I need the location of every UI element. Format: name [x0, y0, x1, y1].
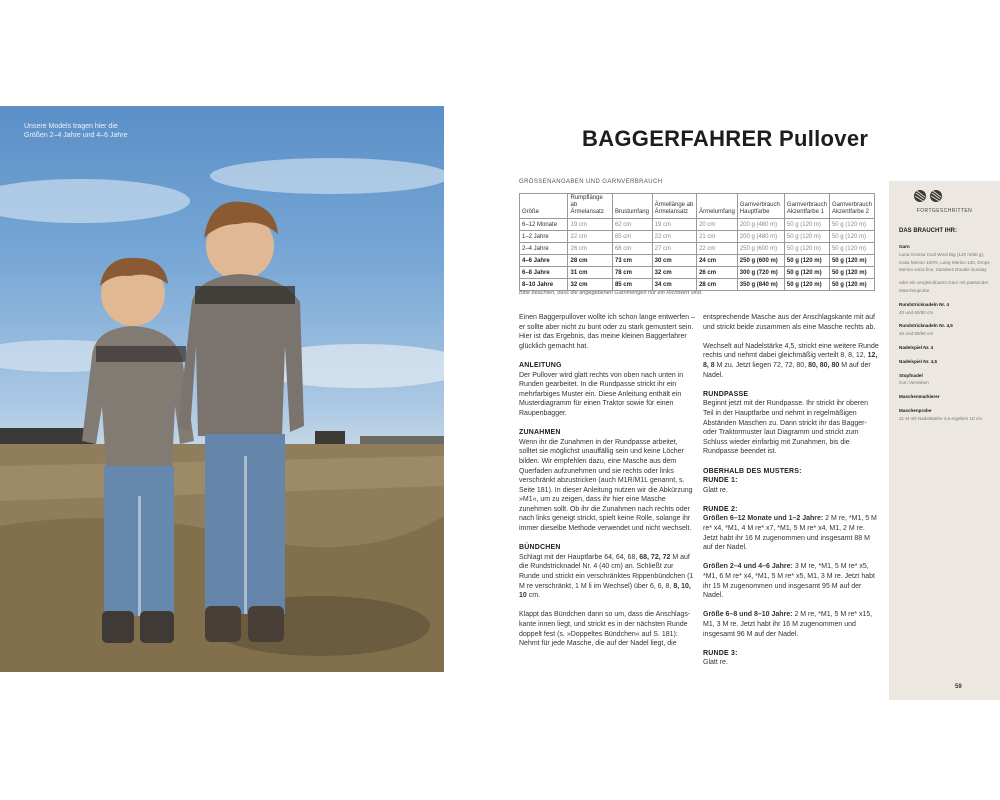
table-cell: 21 cm	[697, 231, 738, 243]
material-detail: zum Vernähen	[899, 380, 929, 386]
table-cell: 250 g (600 m)	[737, 255, 784, 267]
size-table	[519, 193, 875, 291]
material-name: Nadelspiel Nr. 4,5	[899, 358, 938, 364]
table-cell: 2–4 Jahre	[520, 243, 568, 255]
table-row	[520, 255, 875, 267]
table-cell: 200 g (480 m)	[737, 231, 784, 243]
table-cell: 1–2 Jahre	[520, 231, 568, 243]
photo-two-children-in-field	[0, 106, 444, 672]
yarn-ball-icon	[930, 190, 942, 202]
table-cell: 50 g (120 m)	[784, 243, 829, 255]
table-cell: 50 g (120 m)	[829, 231, 874, 243]
text-column-left	[519, 313, 695, 658]
table-cell: 50 g (120 m)	[829, 255, 874, 267]
table-cell: 200 g (480 m)	[737, 219, 784, 231]
page-number: 59	[955, 684, 962, 690]
big-child-shoe-left	[205, 606, 241, 642]
table-header: Ärmellänge ab Ärmelansatz	[652, 194, 696, 219]
table-cell: 65 cm	[612, 231, 652, 243]
size-label: Größen 2–4 und 4–6 Jahre:	[703, 563, 793, 571]
table-header-row	[520, 194, 875, 219]
table-row	[520, 231, 875, 243]
table-cell: 26 cm	[568, 243, 612, 255]
text-run: M auf der Nadel.	[703, 361, 871, 379]
intro-paragraph: Einen Baggerpullover wollte ich schon lange entwerfen – er sollte aber nicht zu bunt oder zu stark gemustert sein. Hier ist das Ergebnis, das meine kleinen Baggerfahrer glücklich gemacht hat.	[519, 314, 695, 350]
bold-sizes: 68, 72, 72	[639, 553, 671, 561]
table-cell: 31 cm	[568, 267, 612, 279]
round-heading-1: RUNDE 1:	[703, 477, 738, 485]
text-run: Wechselt auf Nadelstärke 4,5, strickt eine weitere Runde rechts und nehmt dabei gleichmäßig verteilt 8, 8, 12,	[703, 342, 879, 360]
bold-sizes: 12, 8, 8	[703, 352, 878, 369]
text-run: 2 M re, *M1, 5 M re* x15, M1, 3 M re. Jetzt habt ihr 16 M zugenommen und insgesamt 96 M auf der Nadel.	[703, 611, 873, 638]
jeans-seam	[244, 456, 247, 614]
text-run: Schlagt mit der Hauptfarbe 64, 64, 68,	[519, 553, 638, 561]
table-cell: 22 cm	[652, 231, 696, 243]
table-cell: 28 cm	[568, 255, 612, 267]
text-run: 3 M re, *M1, 5 M re* x5, *M1, 6 M re* x4, *M1, 5 M re* x5, M1, 3 M re. Jetzt habt ihr 15 M zugenommen und insgesamt 95 M auf der Nadel.	[703, 563, 875, 600]
material-detail: 40 und 60/80 cm	[899, 309, 934, 315]
material-name: Nadelspiel Nr. 4	[899, 344, 934, 350]
table-header: Brustumfang	[612, 194, 652, 219]
table-cell: 6–8 Jahre	[520, 267, 568, 279]
table-cell: 300 g (720 m)	[737, 267, 784, 279]
table-cell: 50 g (120 m)	[784, 279, 829, 291]
cloud	[210, 158, 444, 194]
photo-caption: Unsere Models tragen hier die Größen 2–4 Jahre und 4–6 Jahre	[24, 123, 128, 139]
table-cell: 73 cm	[612, 255, 652, 267]
text-column-right	[703, 313, 879, 678]
material-name: Garn	[899, 244, 910, 249]
paragraph: entsprechende Masche aus der Anschlagskante mit auf und strickt beide zusammen als eine Masche rechts ab.	[703, 314, 876, 331]
cloud	[0, 179, 190, 223]
material-name: Stopfnadel	[899, 372, 923, 378]
table-cell: 50 g (120 m)	[829, 279, 874, 291]
round-2-sizes-b	[703, 562, 879, 600]
materials-sidebar	[889, 181, 1000, 700]
table-cell: 6–12 Monate	[520, 219, 568, 231]
material-name: Rundstricknadeln Nr. 4	[899, 301, 950, 307]
material-name: Maschenmarkierer	[899, 394, 940, 400]
shed	[315, 431, 345, 445]
size-section-label: GRÖSSENANGABEN UND GARNVERBRAUCH	[519, 179, 663, 185]
size-label: Größen 6–12 Monate und 1–2 Jahre:	[703, 515, 824, 523]
zunahmen-paragraph: Wenn ihr die Zunahmen in der Rundpasse arbeitet, solltet sie möglichst unauffällig sein und keine Löcher bilden. Wir empfehlen dazu, eine Masche aus dem Querfaden aufzunehmen und sie rechts oder links verschränkt abzustricken (auch M1R/M1L genannt, s. Seite 181). In dieser Anleitung nutzen wir die Abkürzung »M1«, um zu zeigen, dass ihr hier eine Masche zunehmen sollt. Ob ihr die Zunahmen nach rechts oder nach links geneigt strickt, spielt keine Rolle, solange ihr immer dieselbe Methode verwendet und nicht wechselt.	[519, 438, 693, 533]
table-cell: 50 g (120 m)	[829, 219, 874, 231]
text-run: cm.	[528, 592, 541, 600]
table-header: Garnverbrauch Akzentfarbe 2	[829, 194, 874, 219]
table-cell: 62 cm	[612, 219, 652, 231]
table-cell: 19 cm	[568, 219, 612, 231]
table-cell: 32 cm	[652, 267, 696, 279]
round-3-text: Glatt re.	[703, 659, 728, 667]
section-heading-oberhalb: OBERHALB DES MUSTERS:	[703, 467, 802, 475]
yarn-ball-icon	[914, 190, 926, 202]
material-name: Rundstricknadeln Nr. 4,5	[899, 323, 953, 329]
table-cell: 350 g (840 m)	[737, 279, 784, 291]
size-label: Größe 6–8 und 8–10 Jahre:	[703, 611, 793, 619]
table-row	[520, 279, 875, 291]
section-heading-zunahmen: ZUNAHMEN	[519, 429, 561, 437]
paragraph	[703, 342, 879, 380]
table-cell: 19 cm	[652, 219, 696, 231]
round-2-sizes-a	[703, 514, 879, 552]
round-2-sizes-c	[703, 610, 879, 639]
table-cell: 24 cm	[697, 255, 738, 267]
table-cell: 8–10 Jahre	[520, 279, 568, 291]
table-cell: 50 g (120 m)	[829, 243, 874, 255]
table-cell: 26 cm	[697, 267, 738, 279]
distant-house	[360, 436, 444, 444]
table-cell: 50 g (120 m)	[829, 267, 874, 279]
big-child-yoke-pattern	[195, 286, 295, 304]
table-header: Ärmelumfang	[697, 194, 738, 219]
yarn-ball-icons	[913, 189, 949, 203]
section-heading-buendchen: BÜNDCHEN	[519, 544, 561, 552]
table-cell: 22 cm	[697, 243, 738, 255]
section-heading-anleitung: ANLEITUNG	[519, 361, 562, 369]
table-cell: 68 cm	[612, 243, 652, 255]
table-cell: 50 g (120 m)	[784, 219, 829, 231]
table-cell: 22 cm	[568, 231, 612, 243]
text-run: M zu. Jetzt liegen 72, 72, 80,	[716, 361, 807, 369]
big-child-shoe-right	[248, 606, 284, 642]
table-header: Größe	[520, 194, 568, 219]
small-child-shoe-left	[102, 611, 134, 643]
anleitung-paragraph: Der Pullover wird glatt rechts von oben nach unten in Runden gearbeitet. In die Rundpasse strickt ihr ein mehrfarbiges Muster ein. Diese Anleitung enthält ein Musterdiagramm für einen Traktor sowie für einen Raupenbagger.	[519, 371, 684, 417]
table-cell: 28 cm	[697, 279, 738, 291]
small-child-shoe-right	[140, 611, 174, 643]
material-name: Maschenprobe	[899, 407, 932, 413]
table-cell: 32 cm	[568, 279, 612, 291]
table-note: Bitte beachten, dass die angegebenen Garnmengen nur ein Richtwert sind.	[519, 290, 703, 296]
bold-sizes: 8, 10, 10	[519, 582, 691, 600]
table-cell: 30 cm	[652, 255, 696, 267]
section-heading-rundpasse: RUNDPASSE	[703, 390, 749, 398]
table-cell: 50 g (120 m)	[784, 231, 829, 243]
table-cell: 85 cm	[612, 279, 652, 291]
difficulty-level: FORTGESCHRITTEN	[916, 208, 973, 214]
table-cell: 27 cm	[652, 243, 696, 255]
materials-heading: DAS BRAUCHT IHR:	[899, 228, 957, 234]
table-cell: 78 cm	[612, 267, 652, 279]
table-header: Rumpflänge ab Ärmelansatz	[568, 194, 612, 219]
table-cell: 4–6 Jahre	[520, 255, 568, 267]
photo-illustration	[0, 106, 444, 672]
round-heading-2: RUNDE 2:	[703, 505, 738, 513]
table-row	[520, 267, 875, 279]
page-title: BAGGERFAHRER Pullover	[582, 126, 869, 151]
small-child-yoke-pattern	[96, 346, 186, 362]
text-run: M auf die Rundstricknadel Nr. 4 (40 cm) an. Schließt zur Runde und strickt ein verschränktes Rippenbündchen (1 M re verschränkt, 1 M li im Wechsel) über 6, 6, 8,	[519, 553, 694, 590]
table-row	[520, 219, 875, 231]
round-heading-3: RUNDE 3:	[703, 649, 738, 657]
round-1-text: Glatt re.	[703, 486, 728, 494]
table-header: Garnverbrauch Akzentfarbe 1	[784, 194, 829, 219]
rundpasse-paragraph: Beginnt jetzt mit der Rundpasse. Ihr strickt ihr oberen Teil in der Hauptfarbe und nehmt in regelmäßigen Abständen Maschen zu. Dann strickt ihr das Bagger- oder Traktormuster laut Diagramm und strickt zum Schluss wieder einfarbig mit Zunahmen, bis die Rundpasse beendet ist.	[703, 400, 868, 456]
table-row	[520, 243, 875, 255]
materials-list	[899, 243, 993, 423]
table-header: Garnverbrauch Hauptfarbe	[737, 194, 784, 219]
material-detail: 21 M mit Nadelstärke 4,5 ergeben 10 cm.	[899, 415, 984, 421]
material-detail: 40 und 60/80 cm	[899, 331, 934, 337]
bold-sizes: 80, 80, 80	[808, 361, 840, 369]
table-cell: 50 g (120 m)	[784, 255, 829, 267]
material-detail: Lana Grossa Cool Wool Big (120 m/50 g), Katia Merino 100%, Lang Merino 120, Drops Merino extra fine, Sandnes Double Sunday	[899, 251, 990, 273]
jeans-seam	[138, 496, 141, 616]
table-cell: 34 cm	[652, 279, 696, 291]
text-run: 2 M re, *M1, 5 M re* x4, *M1, 4 M re* x7, *M1, 5 M re* x4, M1, 2 M re. Jetzt habt ihr 16 M zugenommen und insgesamt 88 M auf der Nadel.	[703, 515, 877, 552]
buendchen-paragraph	[519, 553, 695, 601]
table-cell: 20 cm	[697, 219, 738, 231]
table-cell: 50 g (120 m)	[784, 267, 829, 279]
material-detail: oder ein vergleichbares Garn mit passender Maschenprobe	[899, 280, 989, 293]
klappt-paragraph: Klappt das Bündchen dann so um, dass die Anschlagskante innen liegt, und strickt es in der nächsten Runde doppelt fest (s. »Doppeltes Bündchen« auf S. 181): Nehmt für jede Masche, die auf der Nadel liegt, die	[519, 611, 691, 648]
table-cell: 250 g (600 m)	[737, 243, 784, 255]
